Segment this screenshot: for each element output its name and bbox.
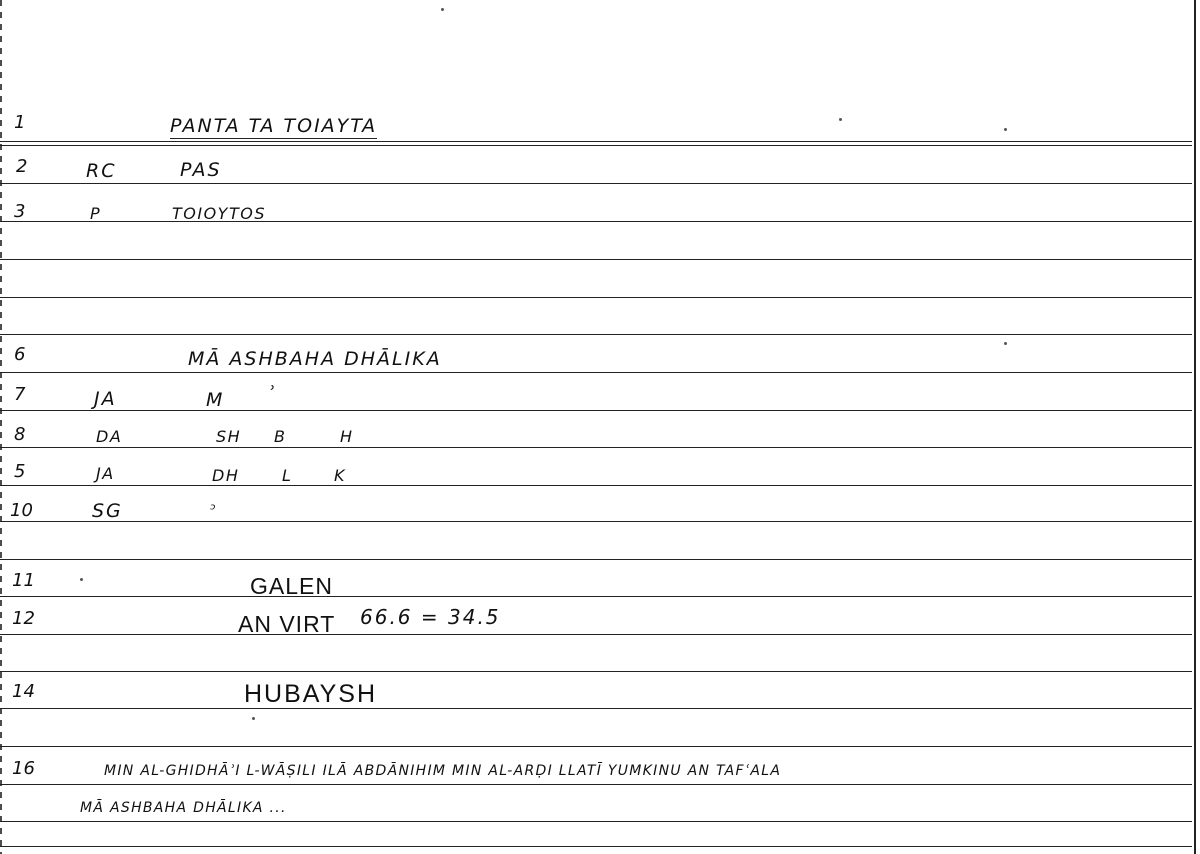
line-text: B [274,427,287,446]
line-text: PANTA TA TOIAYTA [170,115,378,137]
siglum: JA [96,464,115,483]
ruled-line [0,297,1192,298]
line-text: M [206,389,225,411]
siglum: DA [96,427,123,446]
line-number: 14 [12,681,35,702]
line-text: ᵓ [210,500,218,519]
line-number: 12 [12,608,35,629]
line-text: H [340,427,354,446]
line-text: GALEN [250,573,333,599]
siglum: RC [86,160,117,182]
speck [839,118,842,121]
line-text: HUBAYSH [244,680,378,708]
line-number: 8 [14,424,26,445]
ruled-line [0,521,1192,522]
siglum: P [90,204,102,223]
ruled-line [0,485,1192,486]
line-number: 5 [14,461,26,482]
line-text: SH [216,427,242,446]
ruled-line [0,596,1192,597]
speck [252,717,255,720]
speck [1004,342,1007,345]
ruled-line [0,846,1192,847]
speck [80,578,83,581]
ruled-line [0,410,1192,411]
siglum: JA [94,388,117,410]
line-number: 10 [10,500,33,521]
ruled-line [0,746,1192,747]
line-text: MIN AL-GHIDHĀʾI L-WĀṢILI ILĀ ABDĀNIHIM MIN AL-ARḌI LLATĪ YUMKINU AN TAFʿALA [104,763,782,779]
line-number: 1 [14,112,26,133]
line-text: L [282,466,293,485]
line-number: 7 [14,384,26,405]
line-text: PAS [180,159,222,181]
speck [1004,128,1007,131]
ruled-line [0,559,1192,560]
ruled-line [0,183,1192,184]
ruled-line [0,708,1192,709]
ruled-line [0,334,1192,335]
ruled-line [0,259,1192,260]
ruled-line [0,141,1192,146]
ruled-line [0,447,1192,448]
left-margin-dashes [0,0,2,854]
right-border [1194,0,1196,854]
ruled-line [0,821,1192,822]
line-number: 2 [16,156,28,177]
line-text: K [334,466,346,485]
line-text: MĀ ASHBAHA DHĀLIKA [188,348,442,370]
ruled-line [0,671,1192,672]
line-text: AN VIRT [238,611,336,637]
speck [441,8,444,11]
ruled-line [0,634,1192,635]
line-number: 16 [12,758,35,779]
line-number: 3 [14,201,26,222]
line-text: 66.6 = 34.5 [360,605,501,629]
line-text: TOIOYTOS [172,204,266,223]
line-text: DH [212,466,240,485]
siglum: SG [92,500,123,522]
line-text: MĀ ASHBAHA DHĀLIKA ... [80,800,287,816]
ruled-line [0,784,1192,785]
line-number: 11 [12,570,35,591]
ruled-line [0,372,1192,373]
line-number: 6 [14,344,26,365]
line-text: ʾ [268,382,276,404]
